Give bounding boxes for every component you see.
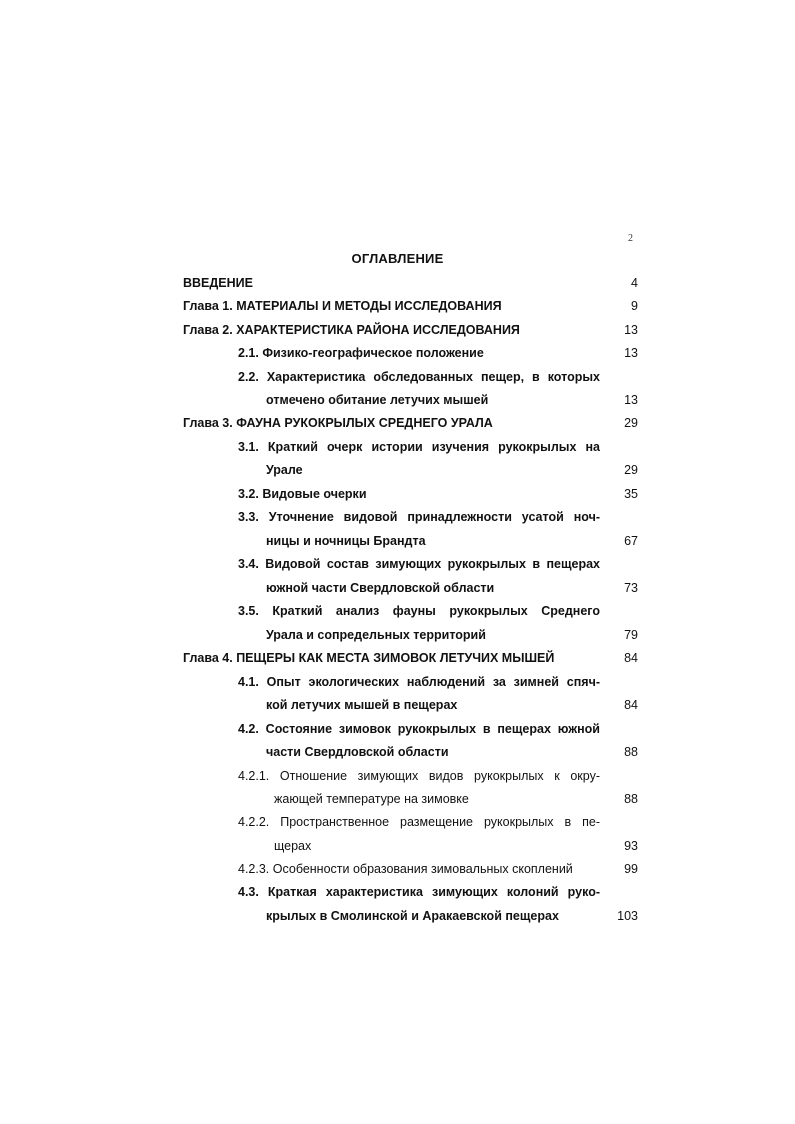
toc-page-2-2: 13 xyxy=(624,393,638,407)
toc-entry-3-5-line2: Урала и сопредельных территорий xyxy=(266,628,486,642)
toc-entry-3-4-line1: 3.4. Видовой состав зимующих рукокрылых в пещерах xyxy=(238,557,600,571)
toc-page-4-2-3: 99 xyxy=(624,862,638,876)
toc-entry-2-1: 2.1. Физико-географическое положение xyxy=(238,346,484,360)
toc-entry-4-2-1-line1: 4.2.1. Отношение зимующих видов рукокрылых к окру- xyxy=(238,769,600,783)
toc-entry-3-1-line2: Урале xyxy=(266,463,303,477)
toc-entry-3-5-line1: 3.5. Краткий анализ фауны рукокрылых Среднего xyxy=(238,604,600,618)
toc-page-ch2: 13 xyxy=(624,323,638,337)
toc-page-ch4: 84 xyxy=(624,651,638,665)
toc-entry-4-2-line1: 4.2. Состояние зимовок рукокрылых в пещерах южной xyxy=(238,722,600,736)
toc-entry-3-4-line2: южной части Свердловской области xyxy=(266,581,495,595)
toc-entry-4-3-line2: крылых в Смолинской и Аракаевской пещерах xyxy=(266,909,559,923)
toc-entry-ch1: Глава 1. МАТЕРИАЛЫ И МЕТОДЫ ИССЛЕДОВАНИЯ xyxy=(183,299,502,313)
toc-entry-ch3: Глава 3. ФАУНА РУКОКРЫЛЫХ СРЕДНЕГО УРАЛА xyxy=(183,416,493,430)
toc-page-intro: 4 xyxy=(631,276,638,290)
toc-page-4-2-1: 88 xyxy=(624,792,638,806)
toc-entry-3-3-line1: 3.3. Уточнение видовой принадлежности усатой ноч- xyxy=(238,510,600,524)
toc-entry-4-1-line1: 4.1. Опыт экологических наблюдений за зимней спяч- xyxy=(238,675,600,689)
toc-entry-4-2-1-line2: жающей температуре на зимовке xyxy=(274,792,469,806)
toc-page-ch1: 9 xyxy=(631,299,638,313)
toc-title: ОГЛАВЛЕНИЕ xyxy=(351,251,444,266)
toc-entry-intro: ВВЕДЕНИЕ xyxy=(183,276,253,290)
toc-entry-3-3-line2: ницы и ночницы Брандта xyxy=(266,534,426,548)
toc-entry-ch4: Глава 4. ПЕЩЕРЫ КАК МЕСТА ЗИМОВОК ЛЕТУЧИХ МЫШЕЙ xyxy=(183,651,555,665)
toc-page-3-3: 67 xyxy=(624,534,638,548)
toc-page-3-5: 79 xyxy=(624,628,638,642)
toc-entry-4-2-3: 4.2.3. Особенности образования зимовальных скоплений xyxy=(238,862,573,876)
toc-entry-ch2: Глава 2. ХАРАКТЕРИСТИКА РАЙОНА ИССЛЕДОВАНИЯ xyxy=(183,323,520,337)
toc-entry-4-2-2-line2: щерах xyxy=(274,839,312,853)
toc-entry-2-2-line2: отмечено обитание летучих мышей xyxy=(266,393,489,407)
toc-page-4-3: 103 xyxy=(617,909,638,923)
toc-page-2-1: 13 xyxy=(624,346,638,360)
toc-entry-4-3-line1: 4.3. Краткая характеристика зимующих колоний руко- xyxy=(238,885,600,899)
toc-page-4-1: 84 xyxy=(624,698,638,712)
toc-page-3-1: 29 xyxy=(624,463,638,477)
toc-entry-3-1-line1: 3.1. Краткий очерк истории изучения рукокрылых на xyxy=(238,440,600,454)
toc-entry-3-2: 3.2. Видовые очерки xyxy=(238,487,367,501)
toc-page-4-2-2: 93 xyxy=(624,839,638,853)
toc-page-3-2: 35 xyxy=(624,487,638,501)
toc-entry-4-2-line2: части Свердловской области xyxy=(266,745,449,759)
toc-entry-4-2-2-line1: 4.2.2. Пространственное размещение рукокрылых в пе- xyxy=(238,815,600,829)
page-number: 2 xyxy=(628,233,633,244)
toc-page-ch3: 29 xyxy=(624,416,638,430)
toc-entry-2-2-line1: 2.2. Характеристика обследованных пещер, в которых xyxy=(238,370,600,384)
toc-page-4-2: 88 xyxy=(624,745,638,759)
toc-page-3-4: 73 xyxy=(624,581,638,595)
toc-entry-4-1-line2: кой летучих мышей в пещерах xyxy=(266,698,458,712)
